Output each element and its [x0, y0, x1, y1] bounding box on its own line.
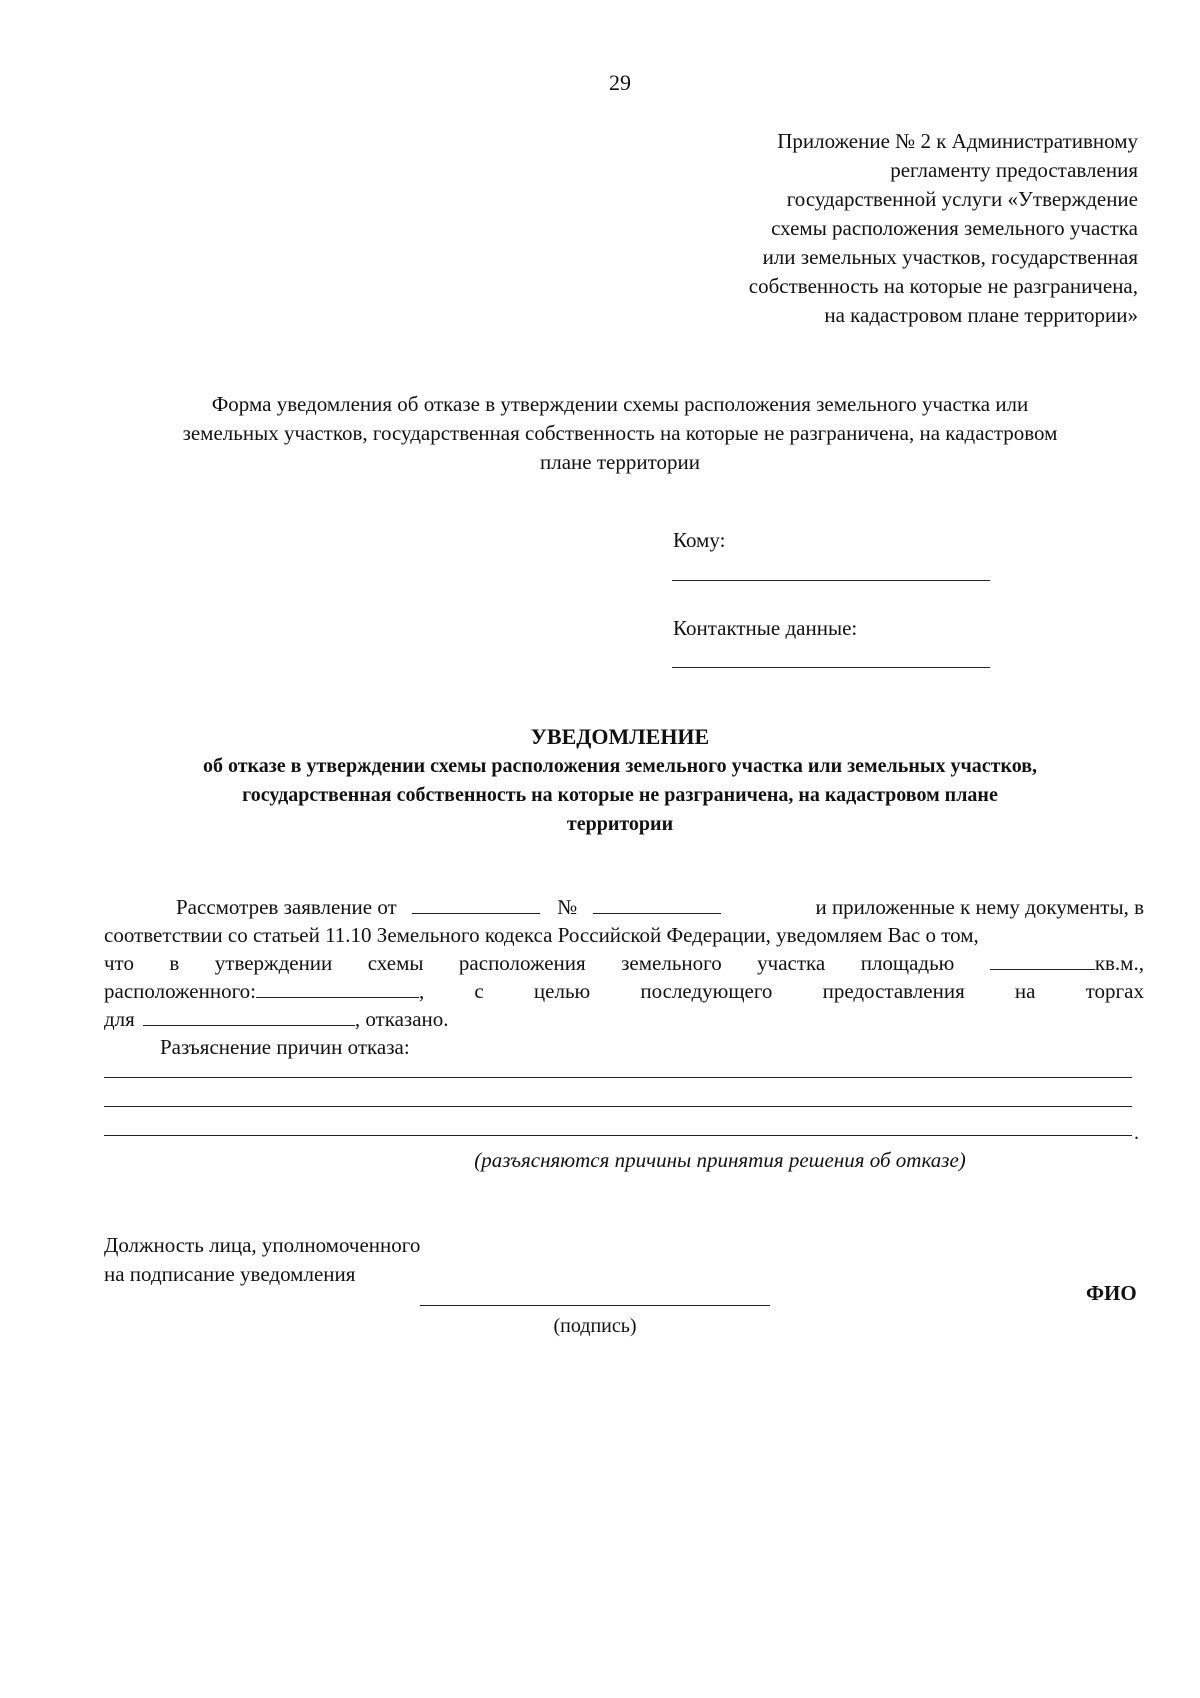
- signature-caption: (подпись): [553, 1315, 637, 1337]
- location-label: расположенного:: [104, 979, 257, 1003]
- location-field[interactable]: [256, 977, 419, 998]
- page-number: 29: [609, 70, 631, 95]
- appendix-line: схемы расположения земельного участка: [771, 216, 1138, 240]
- legal-basis-text: соответствии со статьей 11.10 Земельного кодекса Российской Федерации, уведомляем Вас о том,: [104, 923, 979, 947]
- application-date-label: Рассмотрев заявление от: [176, 895, 397, 919]
- official-position-line: Должность лица, уполномоченного: [104, 1233, 421, 1257]
- body-word: площадью: [860, 951, 955, 975]
- body-word: ,: [419, 979, 425, 1003]
- body-word: с: [474, 979, 484, 1003]
- purpose-label: для: [104, 1007, 135, 1031]
- form-title: [100, 390, 1140, 477]
- reasons-caption: (разъясняются причины принятия решения об отказе): [474, 1148, 966, 1172]
- recipient-field[interactable]: [672, 580, 990, 581]
- reason-line-1[interactable]: [104, 1077, 1132, 1078]
- reasons-period: .: [1134, 1122, 1139, 1144]
- appendix-line: собственность на которые не разграничена,: [748, 274, 1138, 298]
- notice-subheading-line: государственная собственность на которые не разграничена, на кадастровом плане: [242, 784, 998, 806]
- contact-data-label: Контактные данные:: [673, 616, 858, 640]
- official-position-line: на подписание уведомления: [104, 1262, 356, 1286]
- body-word: торгах: [1085, 979, 1144, 1003]
- appendix-line: на кадастровом плане территории»: [824, 303, 1138, 327]
- notice-subheading-line: территории: [566, 813, 674, 835]
- appendix-reference: [678, 127, 1138, 330]
- notice-heading: УВЕДОМЛЕНИЕ: [530, 724, 710, 749]
- body-word: на: [1014, 979, 1036, 1003]
- recipient-label: Кому:: [673, 528, 726, 552]
- body-word: утверждении: [214, 951, 333, 975]
- body-line-2: [104, 921, 1144, 949]
- appendix-line: государственной услуги «Утверждение: [786, 187, 1138, 211]
- reason-line-3[interactable]: [104, 1135, 1132, 1136]
- body-word: участка: [757, 951, 826, 975]
- body-word: что: [104, 951, 134, 975]
- body-word: схемы: [367, 951, 424, 975]
- form-title-line: Форма уведомления об отказе в утверждении схемы расположения земельного участка или: [211, 392, 1029, 416]
- reasons-label: Разъяснение причин отказа:: [160, 1035, 410, 1059]
- contact-data-field[interactable]: [672, 667, 990, 668]
- application-date-field[interactable]: [412, 893, 540, 914]
- form-title-line: плане территории: [540, 450, 700, 474]
- body-word: предоставления: [822, 979, 965, 1003]
- body-word: земельного: [621, 951, 722, 975]
- attached-documents-text: и приложенные к нему документы, в: [815, 895, 1144, 919]
- refusal-text: , отказано.: [354, 1007, 449, 1031]
- notice-subheading-line: об отказе в утверждении схемы расположения земельного участка или земельных участков,: [202, 755, 1038, 777]
- area-unit: кв.м.,: [1094, 951, 1144, 975]
- body-word: расположения: [458, 951, 586, 975]
- signature-field[interactable]: [420, 1305, 770, 1306]
- purpose-field[interactable]: [143, 1005, 355, 1026]
- body-word: целью: [533, 979, 591, 1003]
- area-field[interactable]: [990, 949, 1095, 970]
- body-line-5: [104, 1005, 1144, 1033]
- body-word: в: [169, 951, 180, 975]
- fio-label: ФИО: [1086, 1281, 1137, 1305]
- reason-line-2[interactable]: [104, 1106, 1132, 1107]
- body-line-3: [104, 949, 1144, 977]
- body-line-4: [104, 977, 1144, 1005]
- appendix-line: Приложение № 2 к Административному: [777, 129, 1138, 153]
- appendix-line: регламенту предоставления: [890, 158, 1138, 182]
- notice-subheading: [100, 752, 1140, 839]
- official-position: [104, 1231, 420, 1289]
- application-number-field[interactable]: [593, 893, 721, 914]
- number-sign: №: [557, 895, 578, 919]
- appendix-line: или земельных участков, государственная: [762, 245, 1138, 269]
- body-word: последующего: [640, 979, 773, 1003]
- form-title-line: земельных участков, государственная собственность на которые не разграничена, на кадастровом: [182, 421, 1058, 445]
- body-line-1: [104, 893, 1144, 921]
